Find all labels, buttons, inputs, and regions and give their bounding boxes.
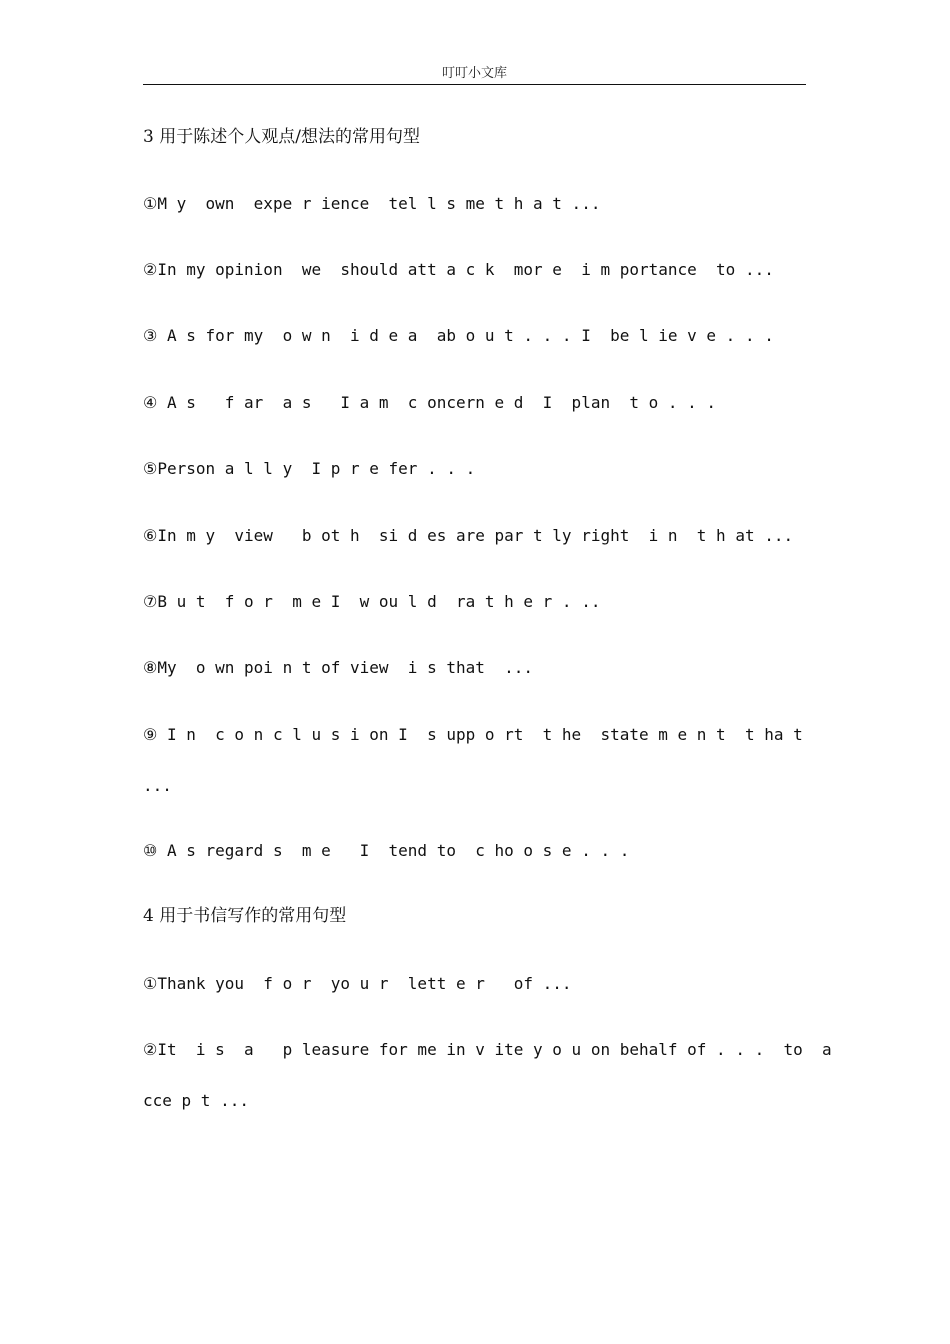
section-4-heading: 4 用于书信写作的常用句型 (143, 906, 347, 926)
phrase-line: ⑧My o wn poi n t of view i s that ... (143, 658, 534, 677)
phrase-line: ⑨ I n c o n c l u s i on I s upp o rt t he state m e n t t ha t (143, 725, 803, 744)
phrase-line-continued: ... (143, 776, 172, 795)
phrase-line: ④ A s f ar a s I a m c oncern e d I plan t o . . . (143, 393, 717, 412)
header-divider (143, 84, 806, 85)
phrase-line: ①Thank you f o r yo u r lett e r of ... (143, 974, 572, 993)
phrase-line: ②In my opinion we should att a c k mor e i m portance to ... (143, 260, 774, 279)
section-3-heading: 3 用于陈述个人观点/想法的常用句型 (143, 127, 420, 147)
page-header: 叮叮小文库 (441, 66, 507, 81)
phrase-line: ⑥In m y view b ot h si d es are par t ly right i n t h at ... (143, 526, 794, 545)
phrase-line-continued: cce p t ... (143, 1091, 249, 1110)
phrase-line: ①M y own expe r ience tel l s me t h a t ... (143, 194, 601, 213)
phrase-line: ⑤Person a l l y I p r e fer . . . (143, 459, 476, 478)
phrase-line: ⑩ A s regard s m e I tend to c ho o s e . . . (143, 841, 630, 860)
phrase-line: ⑦B u t f o r m e I w ou l d ra t h e r . .. (143, 592, 601, 611)
phrase-line: ②It i s a p leasure for me in v ite y o u on behalf of . . . to a (143, 1040, 832, 1059)
phrase-line: ③ A s for my o w n i d e a ab o u t . . . I be l ie v e . . . (143, 326, 774, 345)
